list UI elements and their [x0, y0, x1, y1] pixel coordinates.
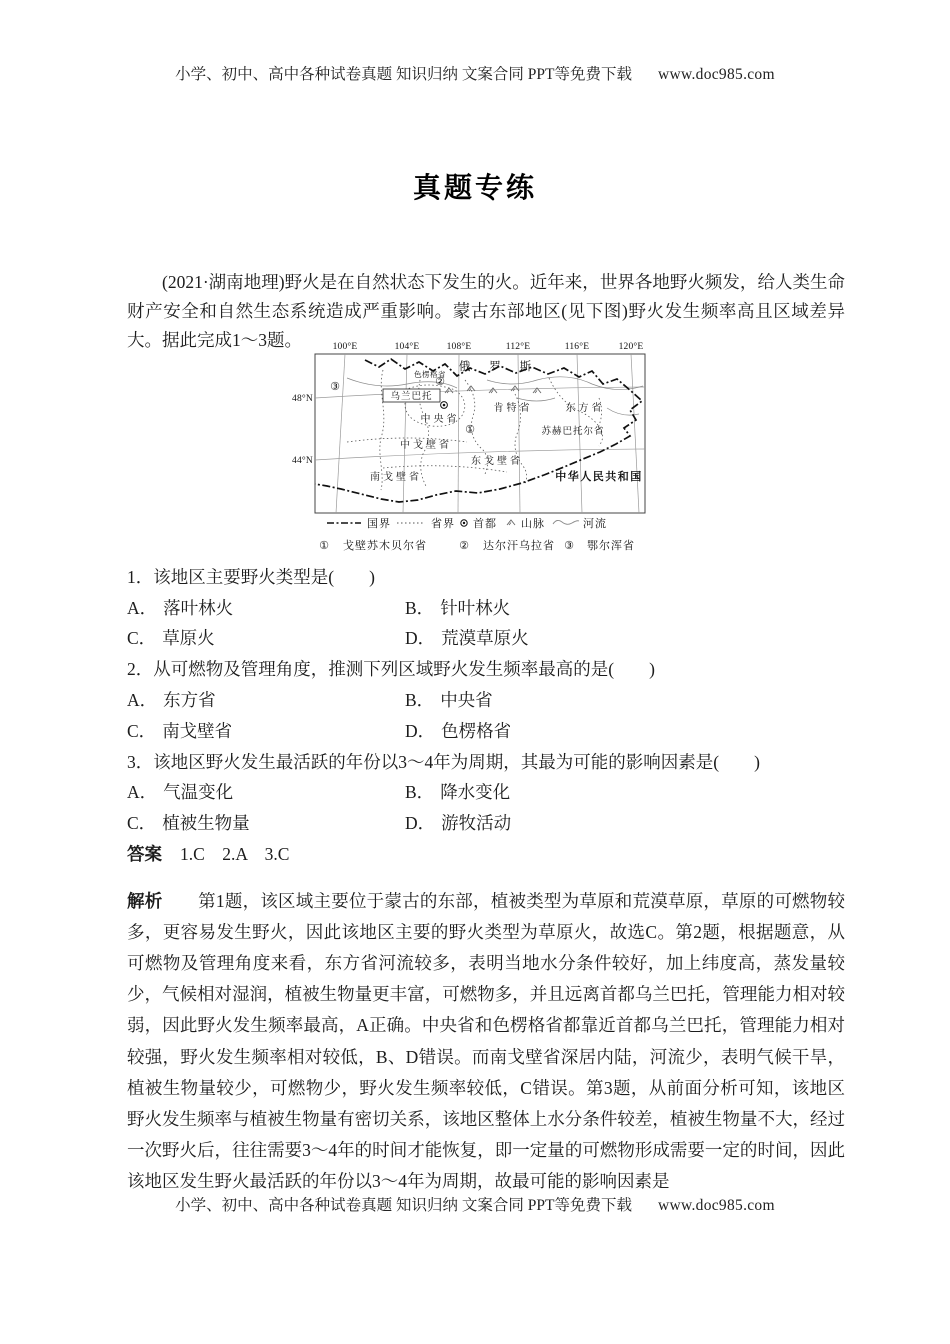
river-symbol-sample: [553, 520, 579, 524]
analysis-label: 解析: [127, 890, 163, 911]
option-2b: B． 中央省: [405, 690, 493, 711]
map-legend-row2: [319, 538, 635, 552]
selenge-label: 色楞格省: [414, 370, 446, 379]
footer-site-url: www.doc985.com: [658, 1197, 775, 1214]
lon-tick: 100°E: [332, 342, 358, 352]
answer-line: [127, 838, 845, 869]
option-3c: C． 植被生物量: [127, 813, 250, 834]
map-marker-2: ②: [435, 376, 445, 388]
lon-tick: 104°E: [394, 342, 420, 352]
page-header: [0, 62, 950, 84]
china-label: 中华人民共和国: [555, 471, 643, 483]
option-3a: A． 气温变化: [127, 782, 234, 803]
option-2a: A． 东方省: [127, 690, 216, 711]
option-1c: C． 草原火: [127, 628, 215, 649]
map-legend-row1: [327, 516, 607, 530]
lon-tick: 112°E: [505, 342, 531, 352]
legend-num-2: ②: [459, 540, 469, 552]
central-province-label: 中央省: [420, 414, 460, 425]
mountain-symbol-sample: [507, 520, 515, 525]
option-3b: B． 降水变化: [405, 782, 511, 803]
mongolia-map: [287, 338, 663, 570]
answer-label: 答案: [127, 844, 162, 865]
legend-capital-label: 首都: [473, 518, 497, 530]
option-1b: B． 针叶林火: [405, 597, 511, 618]
south-gobi-label: 南戈壁省: [370, 472, 422, 483]
header-site-url: www.doc985.com: [658, 66, 775, 83]
middle-gobi-label: 中戈壁省: [400, 440, 452, 451]
legend-num-3: ③: [564, 540, 574, 552]
legend-label-1: 戈壁苏木贝尔省: [343, 540, 427, 552]
option-1d: D． 荒漠草原火: [405, 628, 529, 649]
mongolia-map-figure: [287, 338, 663, 570]
lon-tick: 116°E: [564, 342, 590, 352]
header-text: 小学、初中、高中各种试卷真题 知识归纳 文案合同 PPT等免费下载: [175, 66, 632, 83]
option-2c: C． 南戈壁省: [127, 720, 233, 741]
answer-values: 1.C 2.A 3.C: [180, 844, 290, 865]
legend-border-label: 国界: [367, 518, 391, 530]
capital-label: 乌兰巴托: [390, 392, 433, 402]
russia-label: 俄 罗 斯: [458, 361, 540, 373]
question-3-options-ab: [127, 777, 845, 808]
question-1-options-ab: [127, 592, 845, 623]
question-1-options-cd: [127, 623, 845, 654]
legend-label-2: 达尔汗乌拉省: [483, 540, 555, 552]
footer-text: 小学、初中、高中各种试卷真题 知识归纳 文案合同 PPT等免费下载: [175, 1197, 632, 1214]
legend-num-1: ①: [319, 540, 329, 552]
question-3-options-cd: [127, 807, 845, 838]
legend-mountain-label: 山脉: [521, 518, 545, 530]
map-marker-1: ①: [465, 424, 475, 436]
legend-label-3: 鄂尔浑省: [587, 540, 635, 552]
lon-tick: 120°E: [618, 342, 644, 352]
intro-paragraph: (2021·湖南地理)野火是在自然状态下发生的火。近年来，世界各地野火频发，给人类生命财产安全和自然生态系统造成严重影响。蒙古东部地区(见下图)野火发生频率高且区域差异大。据此完成1～3题。: [127, 271, 845, 350]
dornod-province-label: 东方省: [565, 403, 605, 414]
capital-icon: [441, 402, 448, 409]
analysis-text: 第1题，该区域主要位于蒙古的东部，植被类型为草原和荒漠草原，草原的可燃物较多，更容易发生野火，因此该地区主要的野火类型为草原火，故选C。第2题，根据题意，从可燃物及管理角度来看，东方省河流较多，表明当地水分条件较好，加上纬度高，蒸发量较少，气候相对湿润，植被生物量更丰富，可燃物多，并且远离首都乌兰巴托，管理能力相对较弱，因此野火发生频率最高，A正确。中央省和色楞格省都靠近首都乌兰巴托，管理能力相对较强，野火发生频率相对较低，B、D错误。而南戈壁省深居内陆，河流少，表明气候干旱，植被生物量较少，可燃物少，野火发生频率较低，C错误。第3题，从前面分析可知，该地区野火发生频率与植被生物量有密切关系，该地区整体上水分条件较差，植被生物量不大，经过一次野火后，往往需要3～4年的时间才能恢复，即一定量的可燃物形成需要一定的时间，因此该地区发生野火最活跃的年份以3～4年为周期，故最可能的影响因素是: [127, 890, 846, 1192]
question-3-stem: 3．该地区野火发生最活跃的年份以3～4年为周期，其最为可能的影响因素是( ): [127, 751, 760, 772]
page-footer: [0, 1193, 950, 1215]
lon-tick: 108°E: [446, 342, 472, 352]
question-2-options-cd: [127, 715, 845, 746]
option-2d: D． 色楞格省: [405, 720, 512, 741]
analysis-paragraph: [127, 886, 845, 1198]
legend-river-label: 河流: [583, 518, 607, 530]
questions-section: [127, 561, 845, 869]
lat-tick: 44°N: [292, 456, 313, 466]
legend-province-label: 省界: [431, 518, 455, 530]
east-gobi-label: 东戈壁省: [471, 456, 523, 467]
sukhbaatar-province-label: 苏赫巴托尔省: [541, 427, 605, 437]
option-3d: D． 游牧活动: [405, 813, 512, 834]
page-title: 真题专练: [412, 172, 537, 203]
khentii-province-label: 肯特省: [493, 403, 533, 414]
question-2-options-ab: [127, 684, 845, 715]
option-1a: A． 落叶林火: [127, 597, 234, 618]
capital-symbol-dot: [463, 522, 465, 524]
question-1-stem: 1．该地区主要野火类型是( ): [127, 566, 375, 587]
question-2-stem: 2．从可燃物及管理角度，推测下列区域野火发生频率最高的是( ): [127, 659, 655, 680]
map-marker-3: ③: [330, 381, 340, 393]
lat-tick: 48°N: [292, 394, 313, 404]
